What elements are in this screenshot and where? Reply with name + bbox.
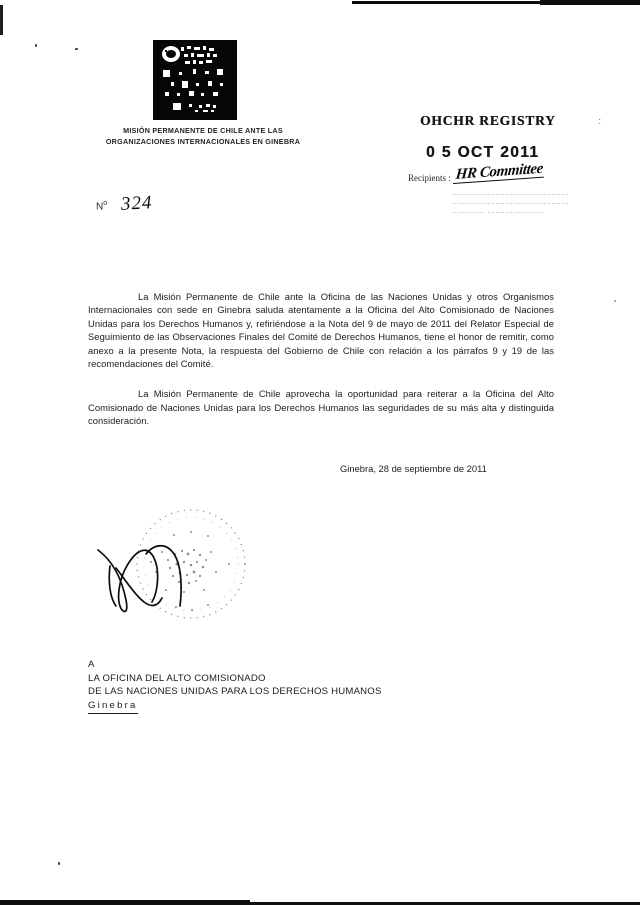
- registry-stamp-dotted-lines: [408, 189, 613, 216]
- scan-artifact-bottom-left-edge: [0, 900, 250, 904]
- addressee-line-2: LA OFICINA DEL ALTO COMISIONADO: [88, 672, 266, 684]
- registry-dotted-line: ............. ......................: [452, 208, 544, 215]
- scan-speck: [75, 48, 78, 50]
- letterhead-line-2: ORGANIZACIONES INTERNACIONALES EN GINEBRA: [105, 136, 301, 146]
- registry-stamp-corner-mark: :: [598, 116, 601, 126]
- letterhead-organization-name: [88, 126, 318, 147]
- addressee-city-wrap: [88, 699, 382, 714]
- addressee-city: Ginebra: [88, 699, 138, 714]
- chile-ministry-coat-of-arms-icon: [151, 38, 239, 122]
- reference-number: [96, 193, 153, 215]
- document-body: [88, 290, 554, 445]
- recipients-label: Recipients :: [408, 173, 451, 183]
- letterhead-line-1: MISIÓN PERMANENTE DE CHILE ANTE LAS: [123, 126, 283, 135]
- scan-speck: [614, 300, 616, 302]
- embossed-seal-with-signature: [96, 502, 286, 632]
- scan-artifact-left-edge: [0, 5, 3, 35]
- body-paragraph-1: La Misión Permanente de Chile ante la Oficina de las Naciones Unidas y otros Organismos Internacionales con sede en Ginebra saluda atentamente a la Oficina del Alto Comisionado de Naciones Unidas para los Derechos Humanos y, refiriéndose a la Nota del 9 de mayo de 2011 del Relator Especial de Seguimiento de las Observaciones Finales del Comité de Derechos Humanos, tiene el honor de remitir, como anexo a la presente Nota, la respuesta del Gobierno de Chile con relación a los párrafos 9 y 19 de las recomendaciones del Comité.: [88, 291, 554, 370]
- registry-stamp-date: 0 5 OCT 2011: [426, 144, 540, 161]
- place-and-date-line: Ginebra, 28 de septiembre de 2011: [340, 463, 487, 474]
- registry-dotted-line: ..............................................: [452, 199, 570, 206]
- reference-number-label: $N^o$: [96, 199, 108, 212]
- ohchr-registry-stamp: [408, 113, 613, 216]
- scan-artifact-top-right-edge: [540, 0, 640, 5]
- registry-stamp-title: OHCHR REGISTRY: [420, 113, 556, 128]
- addressee-line-1: A: [88, 659, 95, 670]
- body-paragraph-2: La Misión Permanente de Chile aprovecha la oportunidad para reiterar a la Oficina del Alto Comisionado de Naciones Unidas para los Derechos Humanos las seguridades de su más alta y distinguida consideración.: [88, 388, 554, 427]
- reference-number-value: 324: [120, 192, 154, 215]
- recipients-handwritten-value: HR Committee: [453, 161, 545, 184]
- addressee-line-3: DE LAS NACIONES UNIDAS PARA LOS DERECHOS HUMANOS: [88, 686, 382, 698]
- registry-stamp-recipients: [408, 160, 613, 184]
- registry-dotted-line: ..............................................: [452, 190, 570, 197]
- addressee-block: [88, 658, 382, 714]
- scan-speck: [35, 44, 37, 47]
- scan-speck: [58, 862, 60, 865]
